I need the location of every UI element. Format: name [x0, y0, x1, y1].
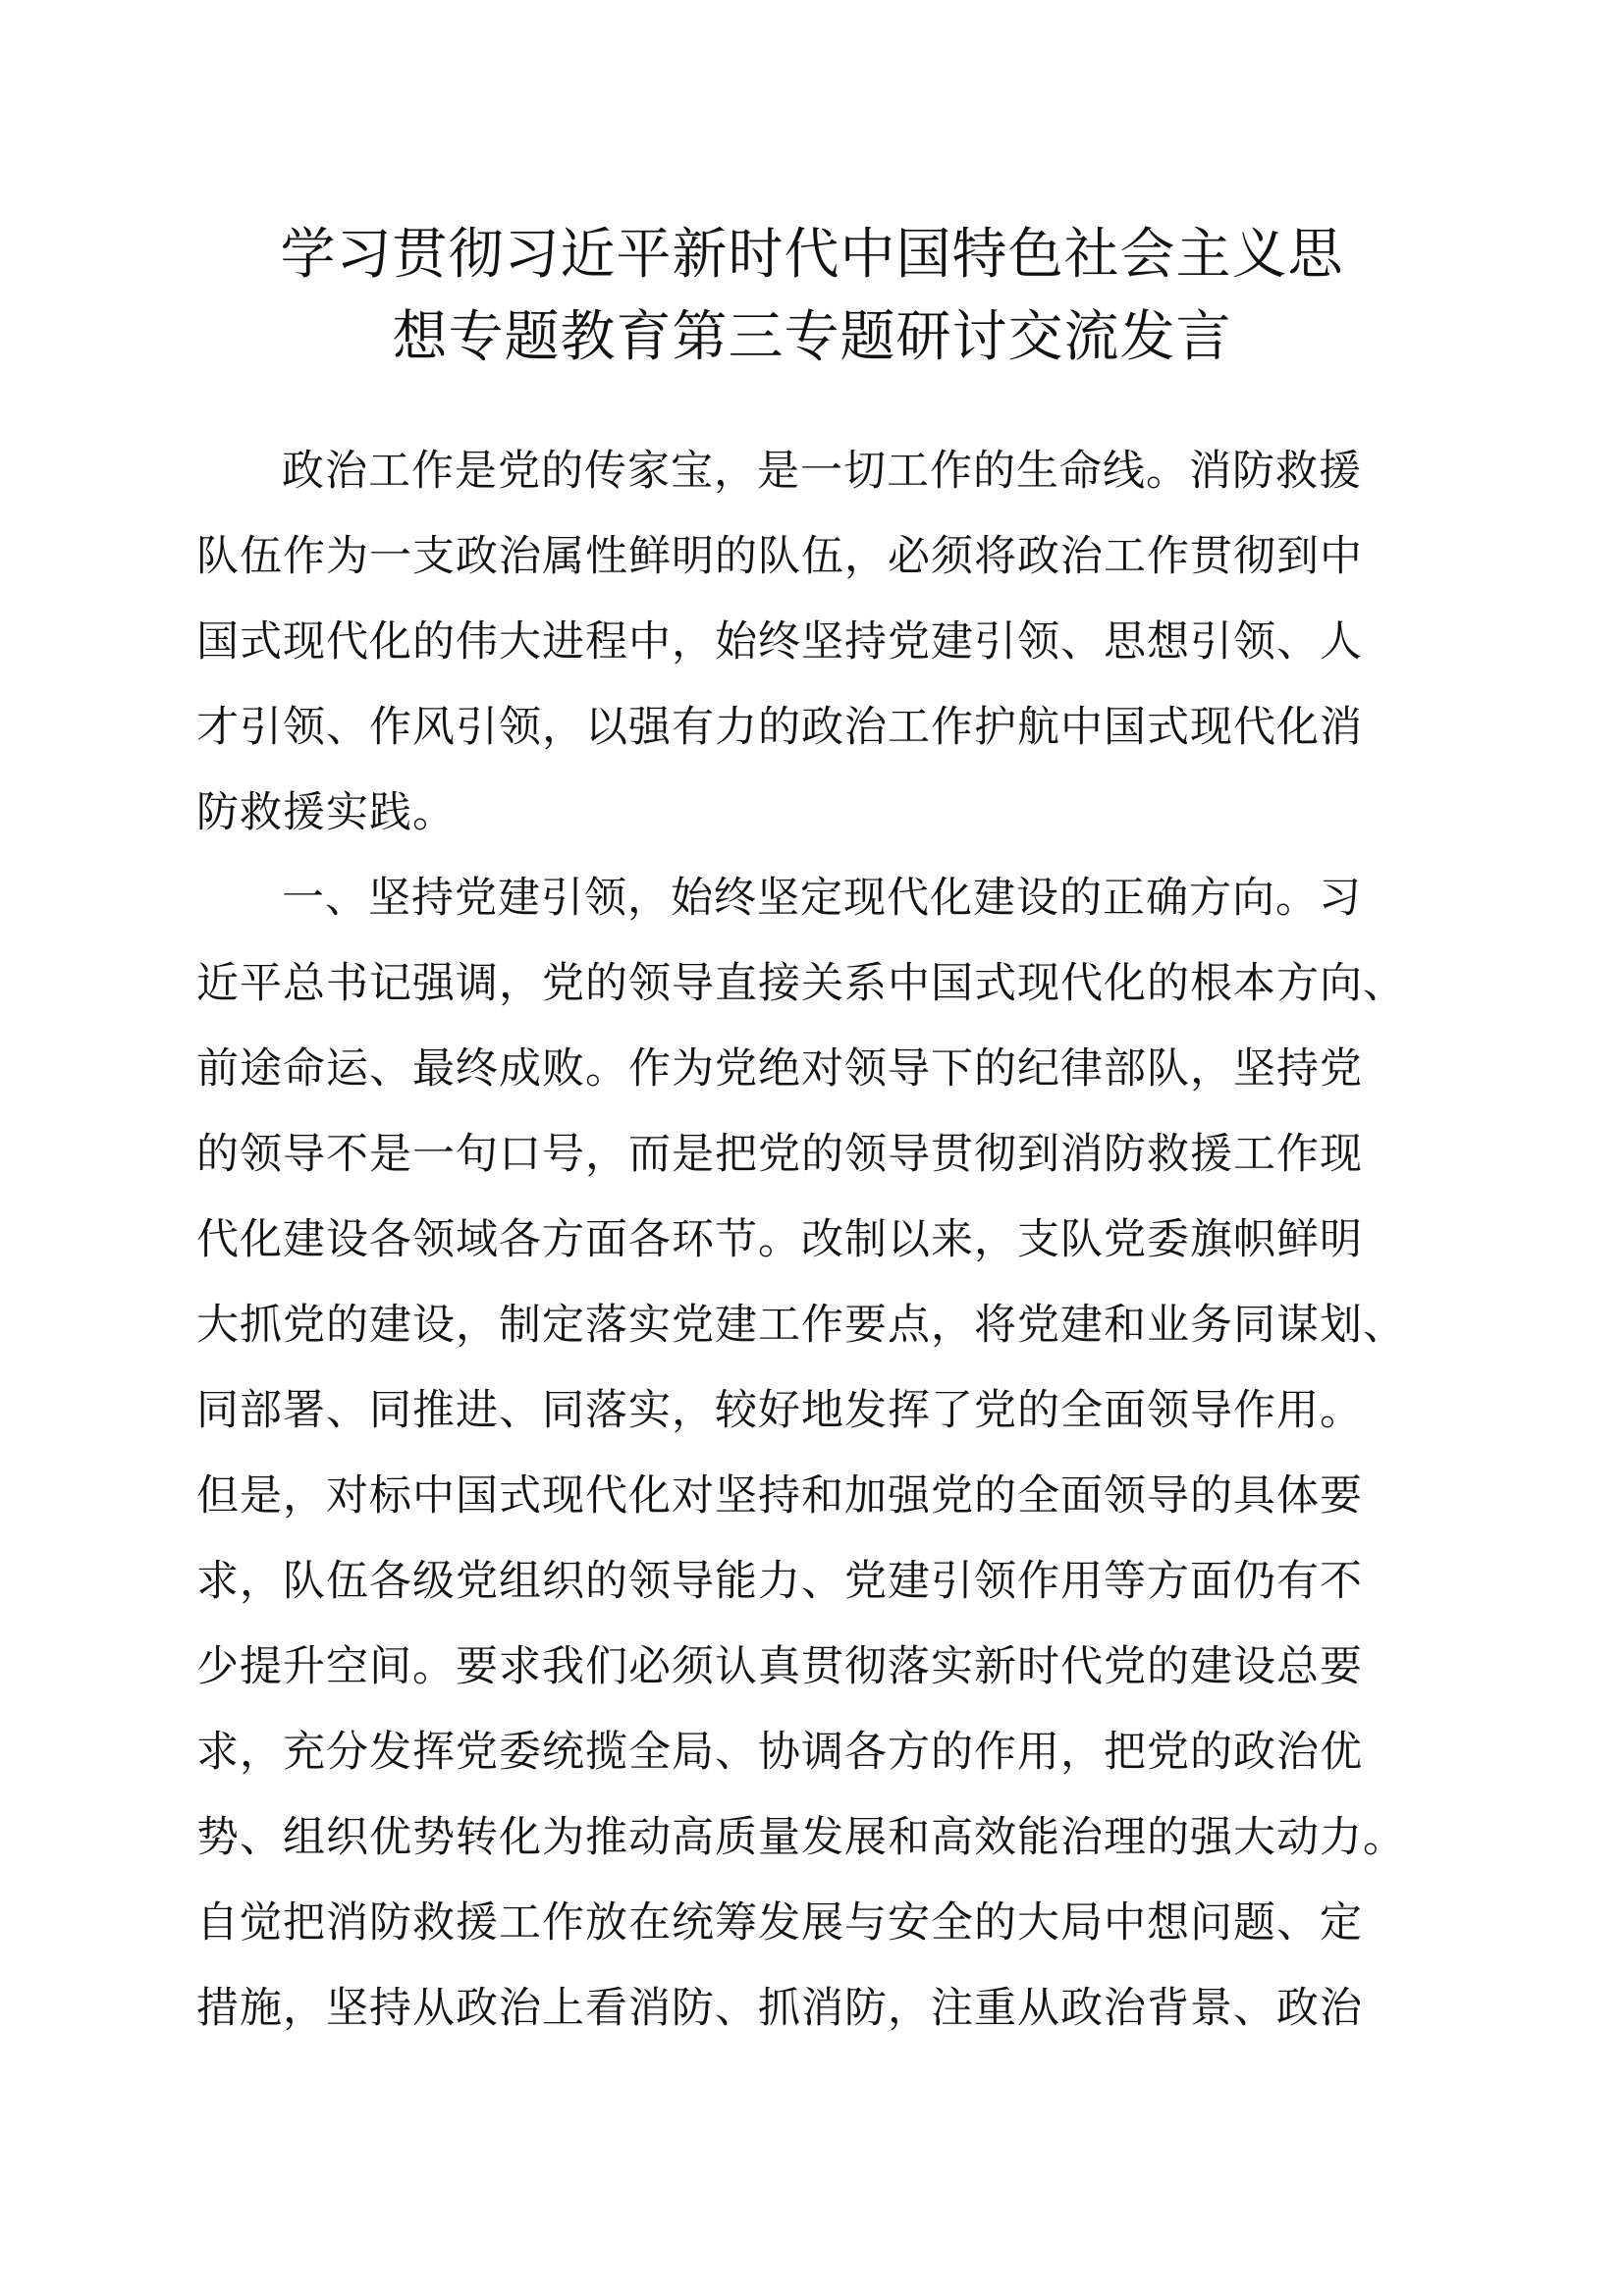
paragraph-section-1 [196, 856, 1428, 2052]
text-line: 前途命运、最终成败。作为党绝对领导下的纪律部队，坚持党 [196, 1044, 1363, 1094]
text-line: 的领导不是一句口号，而是把党的领导贯彻到消防救援工作现 [196, 1130, 1363, 1179]
text-line: 队伍作为一支政治属性鲜明的队伍，必须将政治工作贯彻到中 [196, 532, 1363, 581]
text-line: 求，充分发挥党委统揽全局、协调各方的作用，把党的政治优 [196, 1728, 1363, 1777]
text-line: 措施，坚持从政治上看消防、抓消防，注重从政治背景、政治 [196, 1984, 1363, 2033]
text-line: 自觉把消防救援工作放在统筹发展与安全的大局中想问题、定 [196, 1898, 1363, 1948]
text-line: 才引领、作风引领，以强有力的政治工作护航中国式现代化消 [196, 703, 1363, 752]
text-line: 少提升空间。要求我们必须认真贯彻落实新时代党的建设总要 [196, 1642, 1363, 1691]
text-line: 但是，对标中国式现代化对坚持和加强党的全面领导的具体要 [196, 1471, 1363, 1521]
text-line: 同部署、同推进、同落实，较好地发挥了党的全面领导作用。 [196, 1386, 1363, 1435]
title-line-1: 学习贯彻习近平新时代中国特色社会主义思 [280, 223, 1344, 287]
text-line: 政治工作是党的传家宝，是一切工作的生命线。消防救援 [282, 447, 1362, 496]
text-line: 国式现代化的伟大进程中，始终坚持党建引领、思想引领、人 [196, 617, 1363, 667]
text-line: 大抓党的建设，制定落实党建工作要点，将党建和业务同谋划、 [196, 1301, 1406, 1350]
paragraph-intro [196, 429, 1428, 856]
text-line: 求，队伍各级党组织的领导能力、党建引领作用等方面仍有不 [196, 1557, 1363, 1606]
text-line: 一、坚持党建引领，始终坚定现代化建设的正确方向。习 [282, 874, 1362, 923]
text-line: 代化建设各领域各方面各环节。改制以来，支队党委旗帜鲜明 [196, 1215, 1363, 1264]
title-line-2: 想专题教育第三专题研讨交流发言 [392, 305, 1232, 369]
document-title [147, 214, 1477, 379]
text-line: 防救援实践。 [196, 788, 456, 837]
document-body [196, 429, 1428, 2052]
text-line: 近平总书记强调，党的领导直接关系中国式现代化的根本方向、 [196, 959, 1406, 1008]
text-line: 势、组织优势转化为推动高质量发展和高效能治理的强大动力。 [196, 1813, 1406, 1862]
